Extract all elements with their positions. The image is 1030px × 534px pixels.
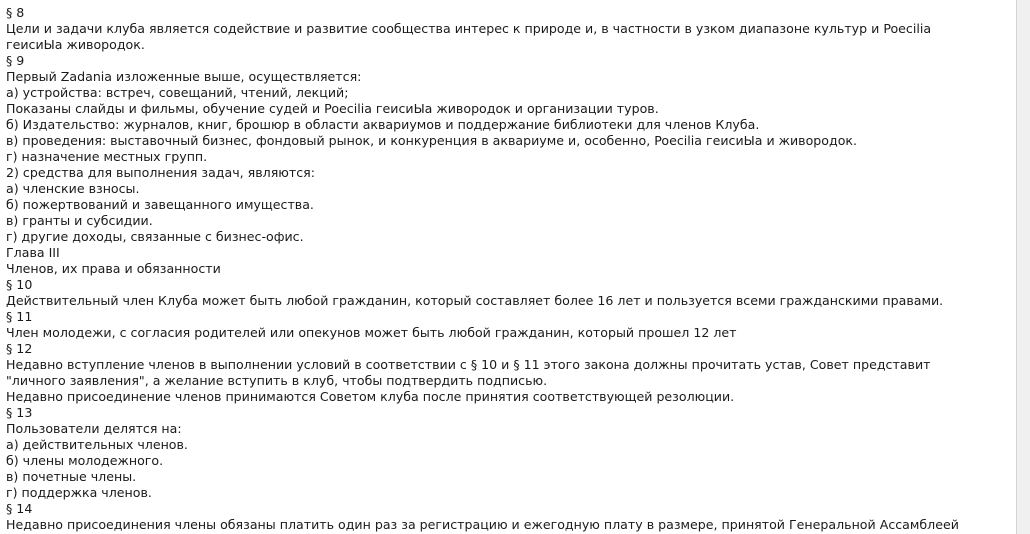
text-line: в) проведения: выставочный бизнес, фондовый рынок, и конкуренция в аквариуме и, особенно, Poecilia геисиЫа и живородок. bbox=[6, 133, 858, 148]
text-line: § 14 bbox=[6, 501, 33, 516]
text-line: г) другие доходы, связанные с бизнес-офис. bbox=[6, 229, 304, 244]
text-line: геисиЫа живородок. bbox=[6, 37, 145, 52]
text-line: Первый Zadania изложенные выше, осуществляется: bbox=[6, 69, 362, 84]
text-line: Показаны слайды и фильмы, обучение судей и Poecilia геисиЫа живородок и организации туров. bbox=[6, 101, 659, 116]
text-line: в) гранты и субсидии. bbox=[6, 213, 153, 228]
text-line: а) действительных членов. bbox=[6, 437, 188, 452]
text-line: а) членские взносы. bbox=[6, 181, 140, 196]
text-line: § 8 bbox=[6, 5, 25, 20]
text-line: Глава III bbox=[6, 245, 60, 260]
text-line: "личного заявления", а желание вступить в клуб, чтобы подтвердить подписью. bbox=[6, 373, 548, 388]
text-line: г) поддержка членов. bbox=[6, 485, 152, 500]
text-line: Недавно присоединения члены обязаны платить один раз за регистрацию и ежегодную плату в размере, принятой Генеральной Ассамблеей bbox=[6, 517, 959, 532]
text-line: Членов, их права и обязанности bbox=[6, 261, 221, 276]
text-line: Недавно присоединение членов принимаются Советом клуба после принятия соответствующей резолюции. bbox=[6, 389, 735, 404]
text-line: 2) средства для выполнения задач, являются: bbox=[6, 165, 315, 180]
text-line: б) члены молодежного. bbox=[6, 453, 164, 468]
text-line: Действительный член Клуба может быть любой гражданин, который составляет более 16 лет и пользуется всеми гражданскими правами. bbox=[6, 293, 944, 308]
text-line: б) Издательство: журналов, книг, брошюр в области аквариумов и поддержание библиотеки для членов Клуба. bbox=[6, 117, 760, 132]
text-line: § 13 bbox=[6, 405, 33, 420]
text-line: Недавно вступление членов в выполнении условий в соответствии с § 10 и § 11 этого закона должны прочитать устав, Совет представит bbox=[6, 357, 931, 372]
text-line: Пользователи делятся на: bbox=[6, 421, 182, 436]
text-line: б) пожертвований и завещанного имущества. bbox=[6, 197, 314, 212]
text-line: в) почетные члены. bbox=[6, 469, 137, 484]
vertical-scrollbar[interactable] bbox=[1016, 0, 1030, 534]
document-text bbox=[6, 0, 1006, 533]
text-line: а) устройства: встреч, совещаний, чтений, лекций; bbox=[6, 85, 349, 100]
text-line: § 11 bbox=[6, 309, 33, 324]
text-line: § 10 bbox=[6, 277, 33, 292]
text-line: § 12 bbox=[6, 341, 33, 356]
text-line: Член молодежи, с согласия родителей или опекунов может быть любой гражданин, который прошел 12 лет bbox=[6, 325, 737, 340]
text-line: § 9 bbox=[6, 53, 25, 68]
text-line: г) назначение местных групп. bbox=[6, 149, 208, 164]
text-line: Цели и задачи клуба является содействие и развитие сообщества интерес к природе и, в частности в узком диапазоне культур и Poecilia bbox=[6, 21, 932, 36]
